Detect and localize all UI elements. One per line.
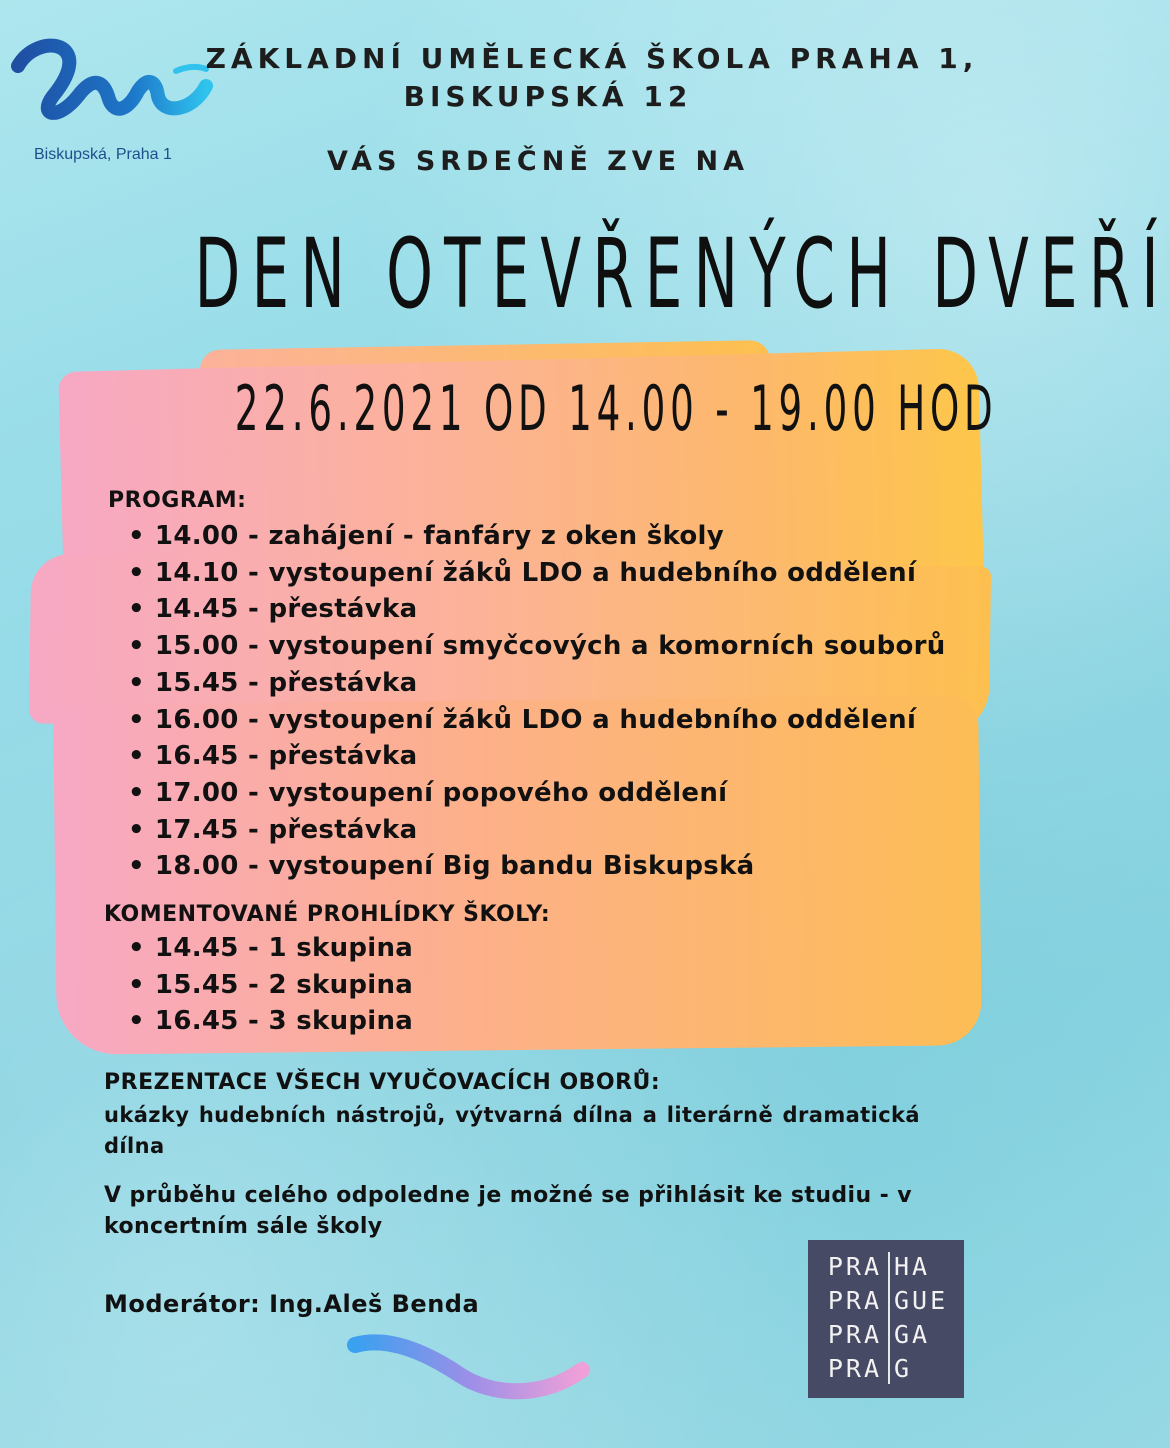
logo-text: GA <box>894 1320 931 1349</box>
list-item: • 15.00 - vystoupení smyčcových a komorních souborů <box>128 628 946 665</box>
presentation-heading: PREZENTACE VŠECH VYUČOVACÍCH OBORŮ: <box>104 1070 661 1095</box>
list-item: • 17.00 - vystoupení popového oddělení <box>128 775 946 812</box>
wave-decoration <box>350 1330 590 1410</box>
list-item: • 16.45 - přestávka <box>128 738 946 775</box>
registration-text: V průběhu celého odpoledne je možné se přihlásit ke studiu - v koncertním sále školy <box>104 1183 912 1239</box>
logo-caption: Biskupská, Praha 1 <box>34 146 172 163</box>
school-address: BISKUPSKÁ 12 <box>403 80 693 113</box>
event-title: DEN OTEVŘENÝCH DVEŘÍ <box>194 218 1170 330</box>
praha-logo-right <box>894 1250 948 1386</box>
invitation-text: VÁS SRDEČNĚ ZVE NA <box>327 146 749 177</box>
list-item: • 14.10 - vystoupení žáků LDO a hudebního oddělení <box>128 555 946 592</box>
logo-text: PRA <box>827 1286 882 1315</box>
list-item: • 16.45 - 3 skupina <box>128 1003 413 1040</box>
list-item: • 16.00 - vystoupení žáků LDO a hudebního oddělení <box>128 702 946 739</box>
tours-heading: KOMENTOVANÉ PROHLÍDKY ŠKOLY: <box>104 902 551 927</box>
list-item: • 17.45 - přestávka <box>128 812 946 849</box>
list-item: • 14.00 - zahájení - fanfáry z oken školy <box>128 518 946 555</box>
list-item: • 15.45 - přestávka <box>128 665 946 702</box>
list-item: • 14.45 - přestávka <box>128 591 946 628</box>
praha-logo-left <box>820 1250 882 1386</box>
logo-text: PRA <box>827 1320 882 1349</box>
list-item: • 14.45 - 1 skupina <box>128 930 413 967</box>
presentation-text: ukázky hudebních nástrojů, výtvarná dílna a literárně dramatická dílna <box>104 1103 920 1158</box>
program-heading: PROGRAM: <box>108 488 247 513</box>
tours-list <box>128 930 413 1040</box>
list-item: • 18.00 - vystoupení Big bandu Biskupská <box>128 848 946 885</box>
logo-text: PRA <box>827 1252 882 1281</box>
praha-logo <box>808 1240 964 1398</box>
school-name: ZÁKLADNÍ UMĚLECKÁ ŠKOLA PRAHA 1, <box>205 42 979 75</box>
list-item: • 15.45 - 2 skupina <box>128 967 413 1004</box>
logo-text: GUE <box>894 1286 949 1315</box>
moderator-text: Moderátor: Ing.Aleš Benda <box>104 1290 480 1318</box>
program-list <box>128 518 946 885</box>
event-date: 22.6.2021 OD 14.00 - 19.00 HOD <box>234 372 998 445</box>
logo-text: HA <box>894 1252 931 1281</box>
logo-divider <box>888 1252 890 1384</box>
logo-text: PRA <box>827 1354 882 1383</box>
logo-text: G <box>894 1354 913 1383</box>
